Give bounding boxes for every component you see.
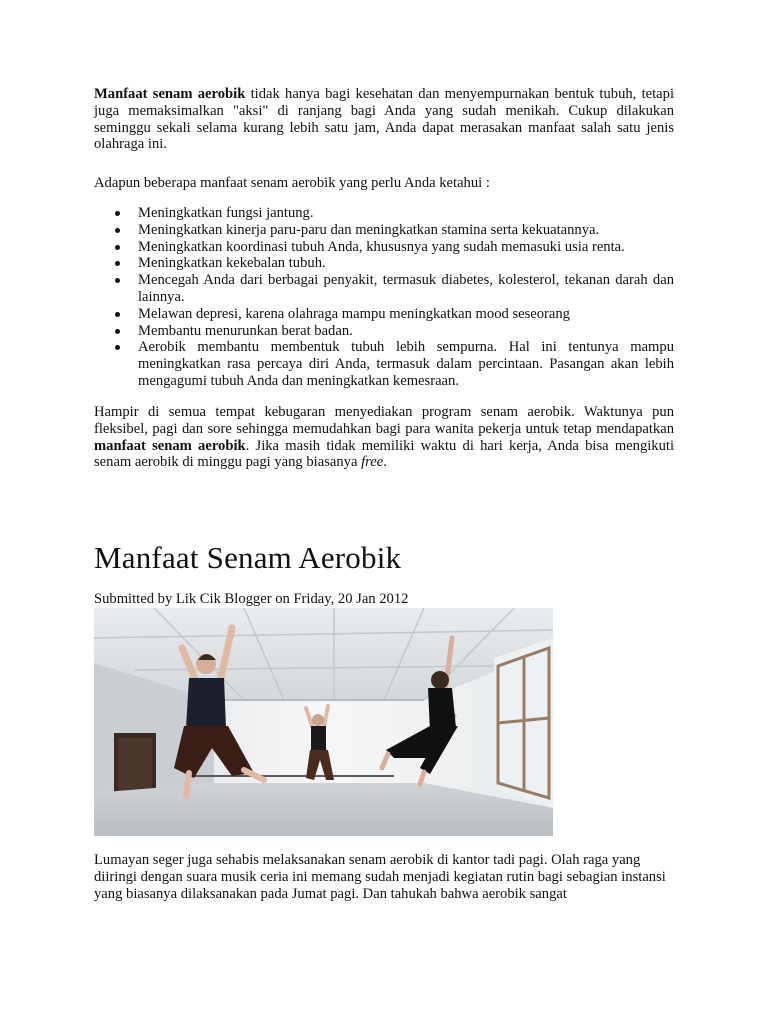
list-item: Meningkatkan fungsi jantung. (94, 205, 674, 222)
list-item: Meningkatkan koordinasi tubuh Anda, khususnya yang sudah memasuki usia renta. (94, 239, 674, 256)
gym-text-b: . Jika masih tidak memiliki waktu di hari kerja, Anda bisa mengikuti senam aerobik di minggu pagi yang biasanya (94, 437, 674, 471)
list-item: Meningkatkan kinerja paru-paru dan meningkatkan stamina serta kekuatannya. (94, 222, 674, 239)
gym-text-a: Hampir di semua tempat kebugaran menyediakan program senam aerobik. Waktunya pun fleksibel, pagi dan sore sehingga memudahkan bagi para wanita pekerja untuk tetap mendapatkan (94, 404, 674, 437)
gym-italic: free (361, 454, 384, 471)
article-title: Manfaat Senam Aerobik (94, 540, 402, 575)
gym-paragraph (94, 404, 674, 471)
intro-text: tidak hanya bagi kesehatan dan menyempurnakan bentuk tubuh, tetapi juga memaksimalkan "aksi" di ranjang bagi Anda yang sudah menikah. Cukup dilakukan seminggu sekali selama kurang lebih satu jam, Anda dapat merasakan manfaat salah satu jenis olahraga ini. (94, 86, 674, 153)
list-item: Membantu menurunkan berat badan. (94, 323, 674, 340)
list-item: Melawan depresi, karena olahraga mampu meningkatkan mood seseorang (94, 306, 674, 323)
dance-photo-illustration (94, 608, 553, 836)
article-byline: Submitted by Lik Cik Blogger on Friday, 20 Jan 2012 (94, 591, 409, 607)
dance-photo (94, 608, 553, 836)
list-item: Aerobik membantu membentuk tubuh lebih sempurna. Hal ini tentunya mampu meningkatkan rasa percaya diri Anda, termasuk dalam percintaan. Pasangan akan lebih mengagumi tubuh Anda dan meningkatkan kemesraan. (94, 339, 674, 389)
gym-bold: manfaat senam aerobik (94, 437, 246, 454)
intro-paragraph (94, 86, 674, 153)
benefits-list (94, 205, 674, 390)
gym-text-c: . (383, 454, 387, 471)
list-intro: Adapun beberapa manfaat senam aerobik yang perlu Anda ketahui : (94, 175, 490, 191)
list-item: Meningkatkan kekebalan tubuh. (94, 255, 674, 272)
intro-bold-lead: Manfaat senam aerobik (94, 86, 246, 102)
list-item: Mencegah Anda dari berbagai penyakit, termasuk diabetes, kolesterol, tekanan darah dan lainnya. (94, 272, 674, 306)
article-body: Lumayan seger juga sehabis melaksanakan senam aerobik di kantor tadi pagi. Olah raga yang diiringi dengan suara musik ceria ini memang sudah menjadi kegiatan rutin bagi sebagian instansi yang biasanya dilaksanakan pada Jumat pagi. Dan tahukah bahwa aerobik sangat (94, 852, 666, 902)
